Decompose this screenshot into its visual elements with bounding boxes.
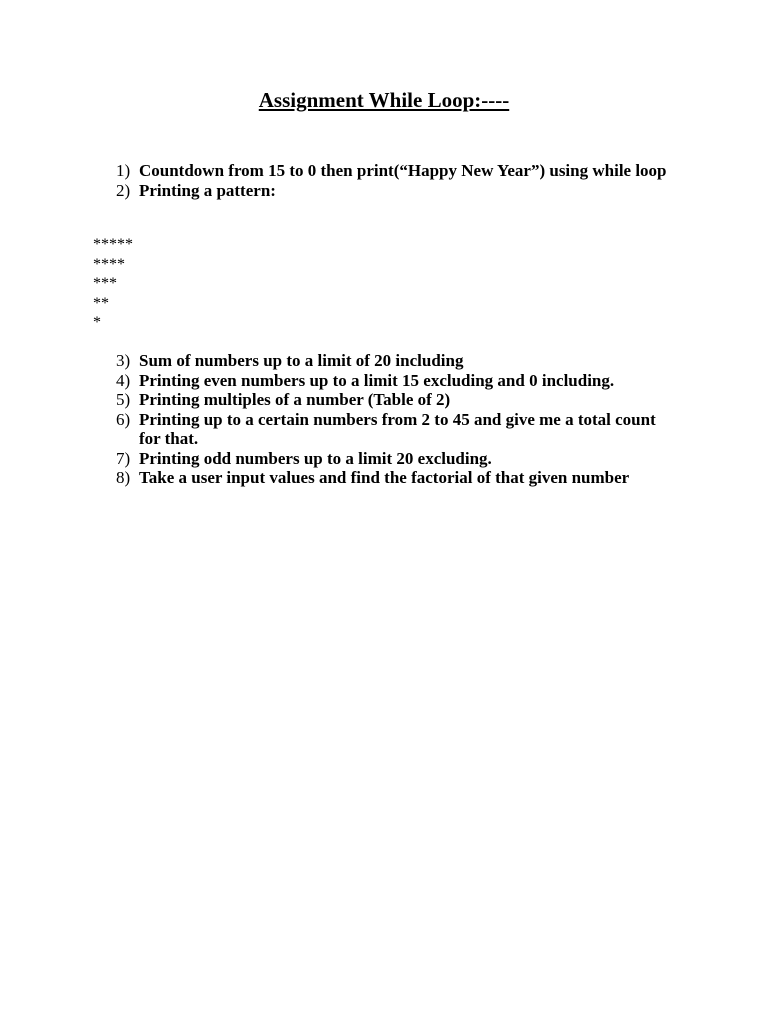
pattern-line: ** xyxy=(93,294,109,312)
star-pattern xyxy=(93,235,133,333)
pattern-line: * xyxy=(93,314,101,331)
item-number: 7) xyxy=(116,448,131,468)
pattern-line: ***** xyxy=(93,236,133,253)
pattern-line: *** xyxy=(93,275,117,292)
pattern-line: **** xyxy=(93,255,125,273)
item-text: Printing multiples of a number (Table of 2) xyxy=(139,390,451,409)
list-item xyxy=(0,390,768,410)
list-item xyxy=(0,468,768,488)
list-item xyxy=(0,351,768,371)
item-text: Printing even numbers up to a limit 15 excluding and 0 including. xyxy=(139,370,615,390)
list-item xyxy=(0,449,768,469)
list-item xyxy=(0,371,768,391)
item-number: 6) xyxy=(116,409,131,429)
item-number: 8) xyxy=(116,468,131,487)
item-number: 3) xyxy=(116,351,131,370)
item-number: 1) xyxy=(116,161,131,180)
assignment-list-part-1 xyxy=(0,161,768,201)
assignment-list-part-2 xyxy=(0,351,768,488)
item-text: Countdown from 15 to 0 then print(“Happy New Year”) using while loop xyxy=(139,161,667,180)
list-item xyxy=(0,181,768,201)
item-number: 2) xyxy=(116,181,131,200)
document-title: Assignment While Loop:---- xyxy=(258,88,510,112)
item-text: Printing odd numbers up to a limit 20 excluding. xyxy=(139,448,492,468)
item-number: 5) xyxy=(116,390,131,409)
item-text: Take a user input values and find the factorial of that given number xyxy=(139,468,630,487)
item-number: 4) xyxy=(116,370,131,390)
list-item xyxy=(0,161,768,181)
item-text: Printing up to a certain numbers from 2 to 45 and give me a total count for that. xyxy=(139,409,656,448)
item-text: Printing a pattern: xyxy=(139,181,276,200)
list-item xyxy=(0,410,768,449)
item-text: Sum of numbers up to a limit of 20 including xyxy=(139,351,464,370)
